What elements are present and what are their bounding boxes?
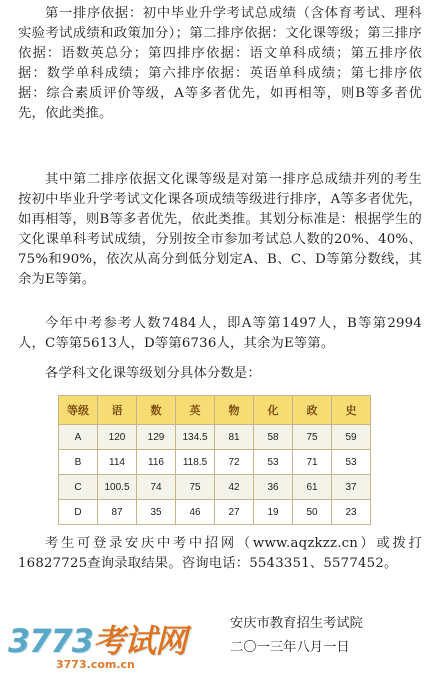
paragraph-culture-grade: 其中第二排序依据文化课等级是对第一排序总成绩并列的考生按初中毕业升学考试文化课各项成绩等级进行排序，A等多者优先，如再相等，则B等多者优先，依此类推。其划分标准是：根据学生的文化课单科考试成绩，分别按全市参加考试总人数的20%、40%、75%和90%，依次从高分到低分划定A、B、C、D等第分数线，其余为E等第。 xyxy=(18,172,422,287)
header-cell: 化 xyxy=(254,396,293,425)
header-cell: 政 xyxy=(293,396,332,425)
table-cell: 35 xyxy=(137,500,176,525)
table-row xyxy=(59,425,371,450)
table-row xyxy=(59,500,371,525)
table-cell: 36 xyxy=(254,475,293,500)
header-cell: 等级 xyxy=(59,396,98,425)
table-cell: 61 xyxy=(293,475,332,500)
table-cell: 81 xyxy=(215,425,254,450)
issue-date: 二〇一三年八月一日 xyxy=(230,640,350,655)
table-header-row xyxy=(59,396,371,425)
table-cell: 53 xyxy=(332,450,371,475)
watermark-text: 考试网 xyxy=(93,622,187,660)
issuing-organization: 安庆市教育招生考试院 xyxy=(230,616,363,631)
table-cell: 118.5 xyxy=(176,450,215,475)
table-cell: 74 xyxy=(137,475,176,500)
table-cell: 114 xyxy=(98,450,137,475)
watermark-title xyxy=(8,624,186,658)
table-cell: 129 xyxy=(137,425,176,450)
header-cell: 史 xyxy=(332,396,371,425)
header-cell: 物 xyxy=(215,396,254,425)
table-cell: 19 xyxy=(254,500,293,525)
table-cell: 27 xyxy=(215,500,254,525)
table-cell: 42 xyxy=(215,475,254,500)
grade-score-table xyxy=(58,395,371,525)
table-cell: 120 xyxy=(98,425,137,450)
paragraph-query-info: 考生可登录安庆中考中招网（www.aqzkzz.cn）或拨打16827725查询录取结果。咨询电话：5543351、5577452。 xyxy=(18,536,422,571)
paragraph-candidate-counts: 今年中考参考人数7484人，即A等第1497人，B等第2994人，C等第5613人，D等第6736人，其余为E等第。 xyxy=(18,316,422,351)
table-cell: 134.5 xyxy=(176,425,215,450)
table-cell: 116 xyxy=(137,450,176,475)
table-cell: 50 xyxy=(293,500,332,525)
table-row xyxy=(59,475,371,500)
table-cell: 53 xyxy=(254,450,293,475)
table-cell: 72 xyxy=(215,450,254,475)
table-cell: 75 xyxy=(293,425,332,450)
table-cell: A xyxy=(59,425,98,450)
header-cell: 数 xyxy=(137,396,176,425)
table-cell: 37 xyxy=(332,475,371,500)
table-cell: 71 xyxy=(293,450,332,475)
header-cell: 英 xyxy=(176,396,215,425)
site-watermark-logo xyxy=(8,624,186,672)
header-cell: 语 xyxy=(98,396,137,425)
table-cell: 100.5 xyxy=(98,475,137,500)
table-cell: 59 xyxy=(332,425,371,450)
table-cell: 58 xyxy=(254,425,293,450)
table-cell: 23 xyxy=(332,500,371,525)
paragraph-table-intro: 各学科文化课等级划分具体分数是： xyxy=(45,366,261,381)
table-cell: D xyxy=(59,500,98,525)
table-cell: C xyxy=(59,475,98,500)
table-cell: 87 xyxy=(98,500,137,525)
watermark-url: 3773.com.cn xyxy=(56,658,135,671)
table-cell: 46 xyxy=(176,500,215,525)
table-row xyxy=(59,450,371,475)
table-cell: B xyxy=(59,450,98,475)
table-cell: 75 xyxy=(176,475,215,500)
paragraph-ranking-criteria: 第一排序依据：初中毕业升学考试总成绩（含体育考试、理科实验考试成绩和政策加分）；第二排序依据：文化课等级；第三排序依据：语数英总分；第四排序依据：语文单科成绩；第五排序依据：数学单科成绩；第六排序依据：英语单科成绩；第七排序依据：综合素质评价等级，A等多者优先，如再相等，则B等多者优先，依此类推。 xyxy=(18,6,422,121)
watermark-digits: 3773 xyxy=(8,622,94,660)
